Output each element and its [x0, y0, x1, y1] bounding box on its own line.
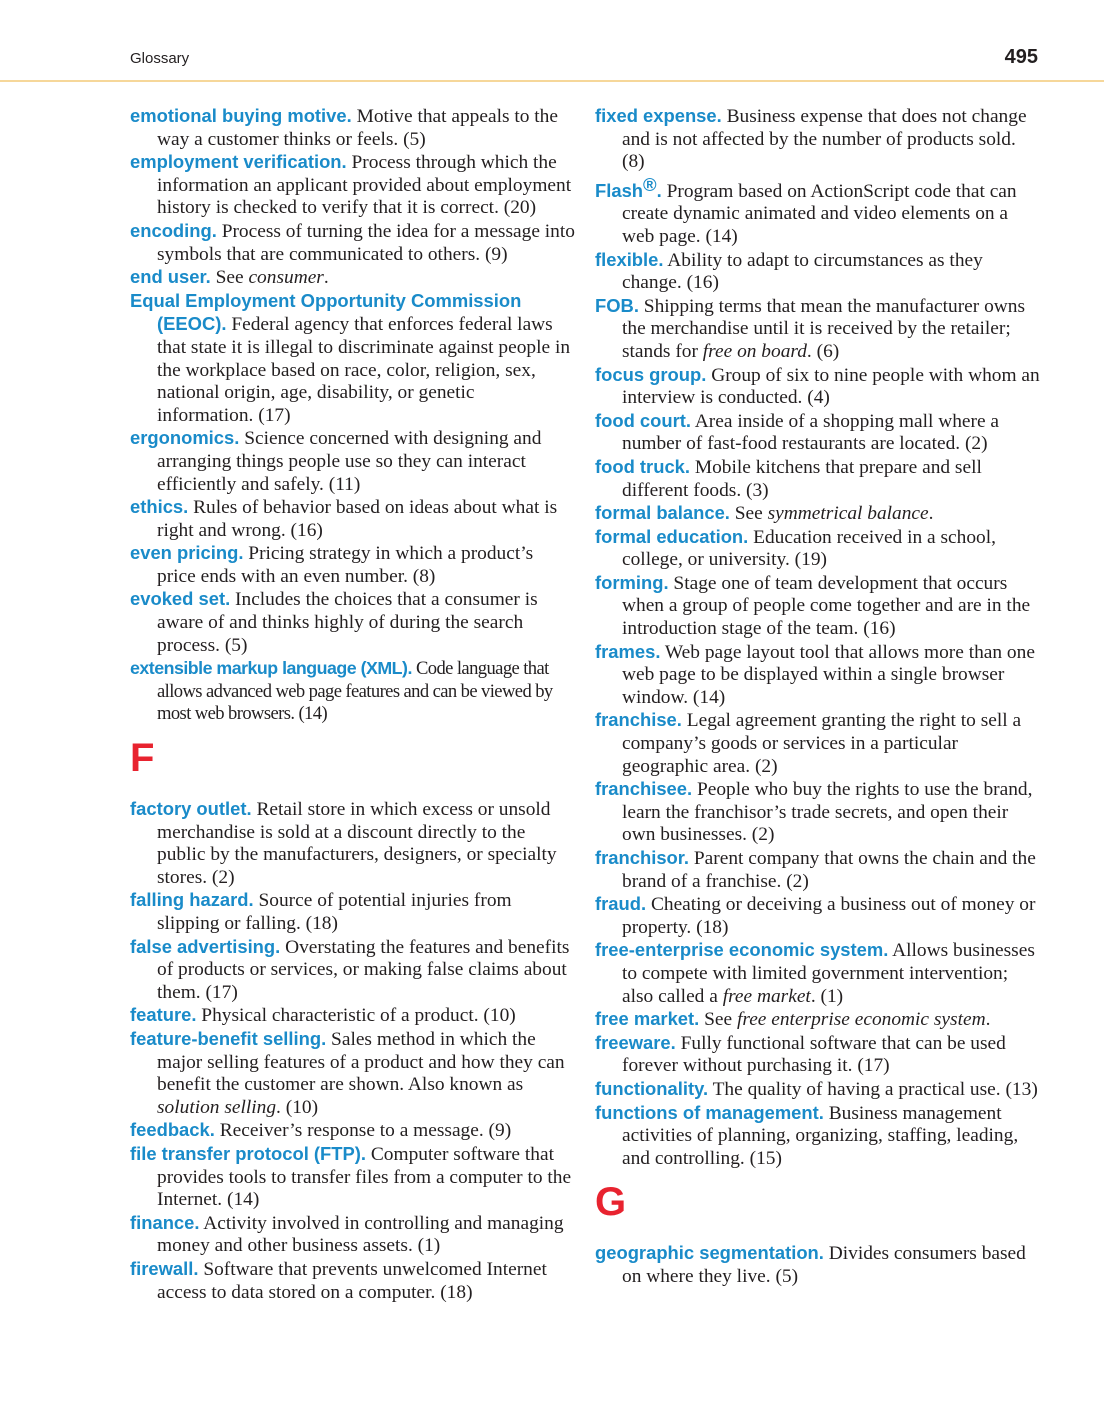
glossary-definition: Sales method in which the major selling features of a product and how they can benefit the customer are shown. Also known as: [157, 1028, 565, 1096]
glossary-term: file transfer protocol (FTP).: [130, 1142, 367, 1164]
glossary-term: firewall.: [130, 1257, 199, 1279]
glossary-entry: [595, 939, 1040, 1008]
glossary-term: geographic segmentation.: [595, 1242, 824, 1264]
section-label: Glossary: [130, 50, 190, 67]
glossary-definition: Process of turning the idea for a message into symbols that are communicated to others. (9): [157, 220, 575, 265]
registered-mark: ®: [643, 173, 657, 195]
glossary-definition: Source of potential injuries from slipping or falling. (18): [157, 890, 512, 934]
glossary-entry: [130, 798, 575, 889]
glossary-entry: [595, 641, 1040, 710]
glossary-entry: [595, 1032, 1040, 1078]
glossary-term: functionality.: [595, 1077, 709, 1099]
glossary-term: falling hazard.: [130, 889, 254, 911]
glossary-definition: Retail store in which excess or unsold merchandise is sold at a discount directly to the public by the manufacturers, designers, or specialty stores. (2): [157, 799, 557, 888]
glossary-term: food court.: [595, 409, 692, 431]
glossary-entry: [595, 893, 1040, 939]
glossary-definition: Includes the choices that a consumer is aware of and thinks highly of during the search process. (5): [157, 589, 538, 656]
glossary-entry: [130, 657, 575, 726]
glossary-entry: [595, 1102, 1040, 1171]
right-column: [595, 105, 1040, 1289]
glossary-entry: [130, 1258, 575, 1304]
cross-reference: free enterprise economic system: [736, 1009, 986, 1031]
glossary-entry: [595, 847, 1040, 893]
glossary-term: feedback.: [130, 1119, 215, 1141]
cross-reference: free on board: [702, 340, 807, 362]
glossary-term: evoked set.: [130, 588, 231, 610]
glossary-term: extensible markup language (XML).: [130, 658, 412, 679]
glossary-entry: [595, 174, 1040, 249]
page-header: [0, 0, 1104, 82]
glossary-group-f-continued: [595, 105, 1040, 1170]
glossary-term: FOB.: [595, 294, 639, 316]
glossary-entry: [130, 290, 575, 428]
glossary-term: fixed expense.: [595, 105, 722, 126]
cross-reference: solution selling: [157, 1096, 277, 1118]
cross-reference: symmetrical balance: [767, 503, 929, 525]
glossary-entry: [130, 220, 575, 266]
definition-tail: .: [323, 267, 329, 289]
glossary-definition: Federal agency that enforces federal laws that state it is illegal to discriminate against people in the workplace based on race, color, religion, sex, national origin, age, disability, or genetic information. (17): [157, 314, 571, 426]
glossary-definition: Legal agreement granting the right to sell a company’s goods or services in a particular geographic area. (2): [622, 710, 1022, 777]
glossary-definition: Area inside of a shopping mall where a number of fast-food restaurants are located. (2): [622, 410, 1000, 455]
cross-reference: free market: [722, 985, 811, 1007]
glossary-term: free-enterprise economic system.: [595, 939, 889, 961]
glossary-definition: Fully functional software that can be used forever without purchasing it. (17): [622, 1032, 1006, 1077]
glossary-definition: Physical characteristic of a product. (10): [196, 1005, 516, 1027]
glossary-entry: [595, 709, 1040, 778]
glossary-group-e: [130, 105, 575, 726]
glossary-term: franchisor.: [595, 847, 690, 868]
glossary-term: end user.: [130, 266, 211, 288]
glossary-definition: Receiver’s response to a message. (9): [214, 1120, 512, 1142]
left-column: [130, 105, 575, 1304]
glossary-definition: Ability to adapt to circumstances as they change. (16): [622, 249, 983, 294]
glossary-entry: [130, 105, 575, 151]
glossary-term: flexible.: [595, 248, 664, 270]
glossary-entry: [595, 364, 1040, 410]
definition-tail: . (6): [806, 340, 840, 362]
definition-tail: . (1): [810, 985, 844, 1007]
glossary-term: focus group.: [595, 363, 707, 385]
glossary-definition: See: [729, 503, 768, 525]
glossary-definition: Software that prevents unwelcomed Internet access to data stored on a computer. (18): [157, 1258, 547, 1303]
glossary-entry: [130, 151, 575, 220]
glossary-definition: People who buy the rights to use the brand, learn the franchisor’s trade secrets, and open their own businesses. (2): [622, 779, 1033, 846]
glossary-definition: Computer software that provides tools to transfer files from a computer to the Internet. (14): [157, 1143, 572, 1211]
glossary-term: formal education.: [595, 525, 749, 547]
glossary-definition: Rules of behavior based on ideas about what is right and wrong. (16): [157, 497, 558, 541]
glossary-term: frames.: [595, 640, 661, 662]
page-number: 495: [1004, 46, 1038, 68]
glossary-entry: [130, 266, 575, 290]
glossary-entry: [595, 456, 1040, 502]
glossary-term: formal balance.: [595, 502, 730, 524]
glossary-definition: Process through which the information an applicant provided about employment history is checked to verify that it is correct. (20): [157, 152, 572, 219]
glossary-definition: Overstating the features and benefits of products or services, or making false claims about them. (17): [157, 936, 570, 1003]
glossary-definition: Parent company that owns the chain and the brand of a franchise. (2): [622, 848, 1036, 892]
glossary-entry: [595, 249, 1040, 295]
glossary-definition: Web page layout tool that allows more than one web page to be displayed within a single browser window. (14): [622, 641, 1035, 708]
glossary-definition: Business expense that does not change and is not affected by the number of products sold. (8): [622, 106, 1027, 173]
glossary-definition: See: [210, 267, 249, 289]
glossary-entry: [130, 496, 575, 542]
glossary-term: feature-benefit selling.: [130, 1027, 327, 1049]
glossary-entry: [130, 588, 575, 657]
glossary-definition: See: [699, 1009, 737, 1031]
glossary-definition: Education received in a school, college, or university. (19): [622, 526, 996, 571]
glossary-definition: Mobile kitchens that prepare and sell different foods. (3): [622, 456, 982, 501]
glossary-term: emotional buying motive.: [130, 105, 352, 126]
glossary-term: fraud.: [595, 893, 647, 915]
glossary-term: food truck.: [595, 455, 691, 477]
definition-tail: . (10): [276, 1096, 319, 1118]
glossary-definition: Business management activities of planning, organizing, staffing, leading, and controlling. (15): [622, 1102, 1019, 1169]
glossary-entry: [595, 410, 1040, 456]
glossary-entry: [130, 889, 575, 935]
glossary-term: ergonomics.: [130, 427, 240, 449]
glossary-definition: Cheating or deceiving a business out of money or property. (18): [622, 894, 1036, 938]
glossary-term: free market.: [595, 1008, 700, 1030]
glossary-definition: Pricing strategy in which a product’s price ends with an even number. (8): [157, 543, 534, 587]
glossary-entry: [130, 542, 575, 588]
glossary-term: false advertising.: [130, 935, 281, 957]
definition-tail: .: [985, 1009, 991, 1031]
glossary-definition: Allows businesses to compete with limited government intervention; also called a: [622, 940, 1035, 1007]
glossary-definition: The quality of having a practical use. (13): [708, 1078, 1038, 1100]
glossary-definition: Program based on ActionScript code that can create dynamic animated and video elements on a web page. (14): [622, 180, 1017, 247]
glossary-term: encoding.: [130, 219, 217, 241]
glossary-entry: [130, 1143, 575, 1212]
glossary-term: employment verification.: [130, 151, 347, 173]
glossary-term: feature.: [130, 1004, 197, 1026]
glossary-term: functions of management.: [595, 1101, 824, 1123]
glossary-entry: [595, 1078, 1040, 1102]
letter-heading-f: F: [130, 736, 155, 781]
glossary-entry: [595, 572, 1040, 641]
glossary-term: Flash: [595, 179, 644, 201]
glossary-entry: [130, 1028, 575, 1119]
glossary-term: forming.: [595, 571, 669, 593]
glossary-entry: [130, 1212, 575, 1258]
glossary-entry: [130, 936, 575, 1005]
glossary-definition: Group of six to nine people with whom an interview is conducted. (4): [622, 364, 1040, 409]
letter-heading-g: G: [595, 1180, 627, 1225]
glossary-term: even pricing.: [130, 542, 244, 564]
definition-tail: .: [928, 503, 934, 525]
glossary-entry: [595, 295, 1040, 364]
glossary-definition: Shipping terms that mean the manufacturer owns the merchandise until it is received by the retailer; stands for: [622, 295, 1026, 362]
glossary-definition: Code language that allows advanced web page features and can be viewed by most web browsers. (14): [157, 658, 553, 725]
glossary-term-punctuation: .: [656, 179, 662, 201]
glossary-entry: [595, 778, 1040, 847]
glossary-term: finance.: [130, 1211, 200, 1233]
glossary-entry: [595, 502, 1040, 526]
glossary-definition: Science concerned with designing and arranging things people use so they can interact efficiently and safely. (11): [157, 428, 542, 495]
glossary-term: ethics.: [130, 496, 189, 518]
glossary-definition: Motive that appeals to the way a customer thinks or feels. (5): [157, 106, 558, 150]
cross-reference: consumer: [248, 267, 324, 289]
glossary-entry: [595, 1242, 1040, 1288]
glossary-entry: [130, 1119, 575, 1143]
glossary-definition: Stage one of team development that occurs when a group of people come together and are in the introduction stage of the team. (16): [622, 572, 1031, 640]
glossary-term: factory outlet.: [130, 798, 252, 820]
glossary-definition: Activity involved in controlling and managing money and other business assets. (1): [157, 1212, 564, 1257]
glossary-term: freeware.: [595, 1031, 676, 1053]
glossary-entry: [595, 105, 1040, 174]
glossary-entry: [130, 427, 575, 496]
glossary-definition: Divides consumers based on where they live. (5): [622, 1243, 1026, 1287]
glossary-term: franchisee.: [595, 778, 693, 800]
glossary-entry: [595, 526, 1040, 572]
glossary-group-g: [595, 1242, 1040, 1288]
glossary-term: Equal Employment Opportunity Commission (EEOC).: [130, 289, 522, 335]
glossary-entry: [130, 1004, 575, 1028]
glossary-term: franchise.: [595, 709, 682, 731]
glossary-entry: [595, 1008, 1040, 1032]
glossary-group-f: [130, 798, 575, 1304]
